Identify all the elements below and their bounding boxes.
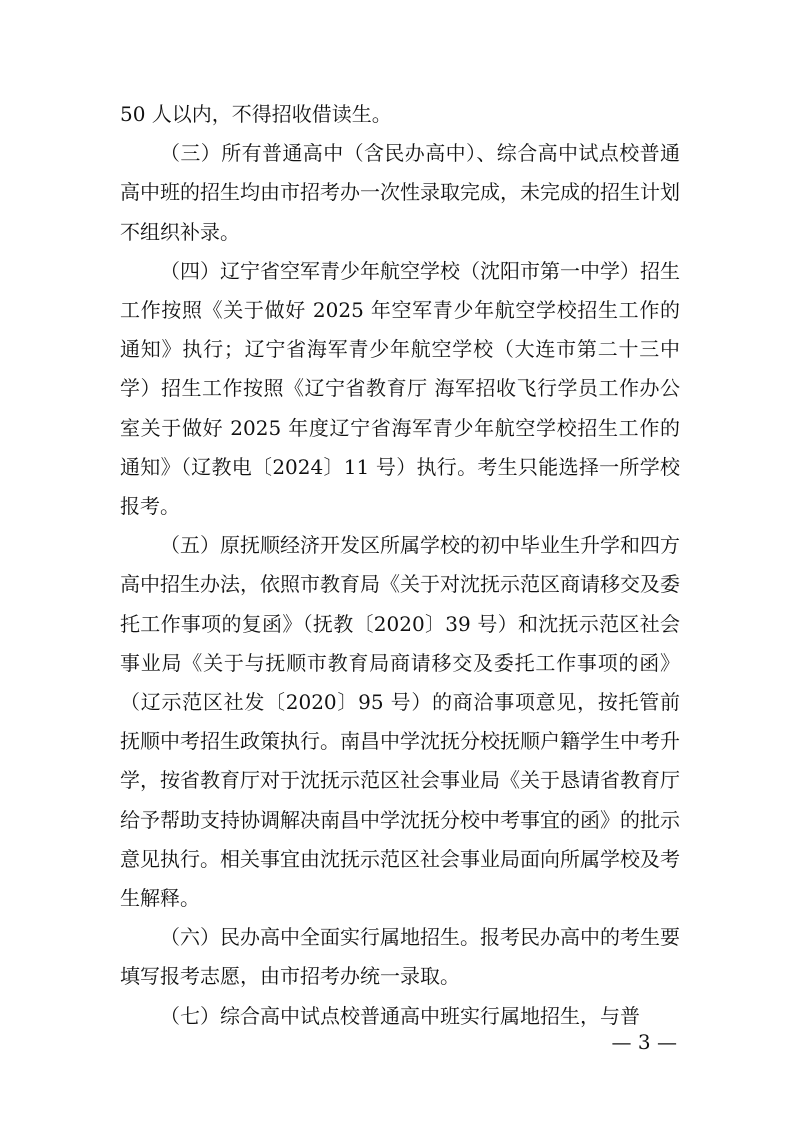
paragraph-item-7: （七）综合高中试点校普通高中班实行属地招生，与普 [160, 1003, 640, 1028]
paragraph-item-3: （三）所有普通高中（含民办高中）、综合高中试点校普通高中班的招生均由市招考办一次性录取完成，未完成的招生计划不组织补录。 [120, 141, 680, 244]
page-number: — 3 — [611, 1030, 677, 1054]
document-body [120, 95, 680, 1036]
paragraph-item-4: （四）辽宁省空军青少年航空学校（沈阳市第一中学）招生工作按照《关于做好 2025 年空军青少年航空学校招生工作的通知》执行；辽宁省海军青少年航空学校（大连市第二十三中学）招生工作按照《辽宁省教育厅 海军招收飞行学员工作办公室关于做好 2025 年度辽宁省海军青少年航空学校招生工作的通知》（辽教电〔2024〕11 号）执行。考生只能选择一所学校报考。 [120, 258, 680, 519]
paragraph-continued: 50 人以内，不得招收借读生。 [120, 102, 392, 126]
paragraph-item-5: （五）原抚顺经济开发区所属学校的初中毕业生升学和四方高中招生办法，依照市教育局《关于对沈抚示范区商请移交及委托工作事项的复函》（抚教〔2020〕39 号）和沈抚示范区社会事业局《关于与抚顺市教育局商请移交及委托工作事项的函》（辽示范区社发〔2020〕95 号）的商洽事项意见，按托管前抚顺中考招生政策执行。南昌中学沈抚分校抚顺户籍学生中考升学，按省教育厅对于沈抚示范区社会事业局《关于恳请省教育厅给予帮助支持协调解决南昌中学沈抚分校中考事宜的函》的批示意见执行。相关事宜由沈抚示范区社会事业局面向所属学校及考生解释。 [120, 533, 680, 911]
paragraph-item-6: （六）民办高中全面实行属地招生。报考民办高中的考生要填写报考志愿，由市招考办统一录取。 [120, 925, 680, 989]
